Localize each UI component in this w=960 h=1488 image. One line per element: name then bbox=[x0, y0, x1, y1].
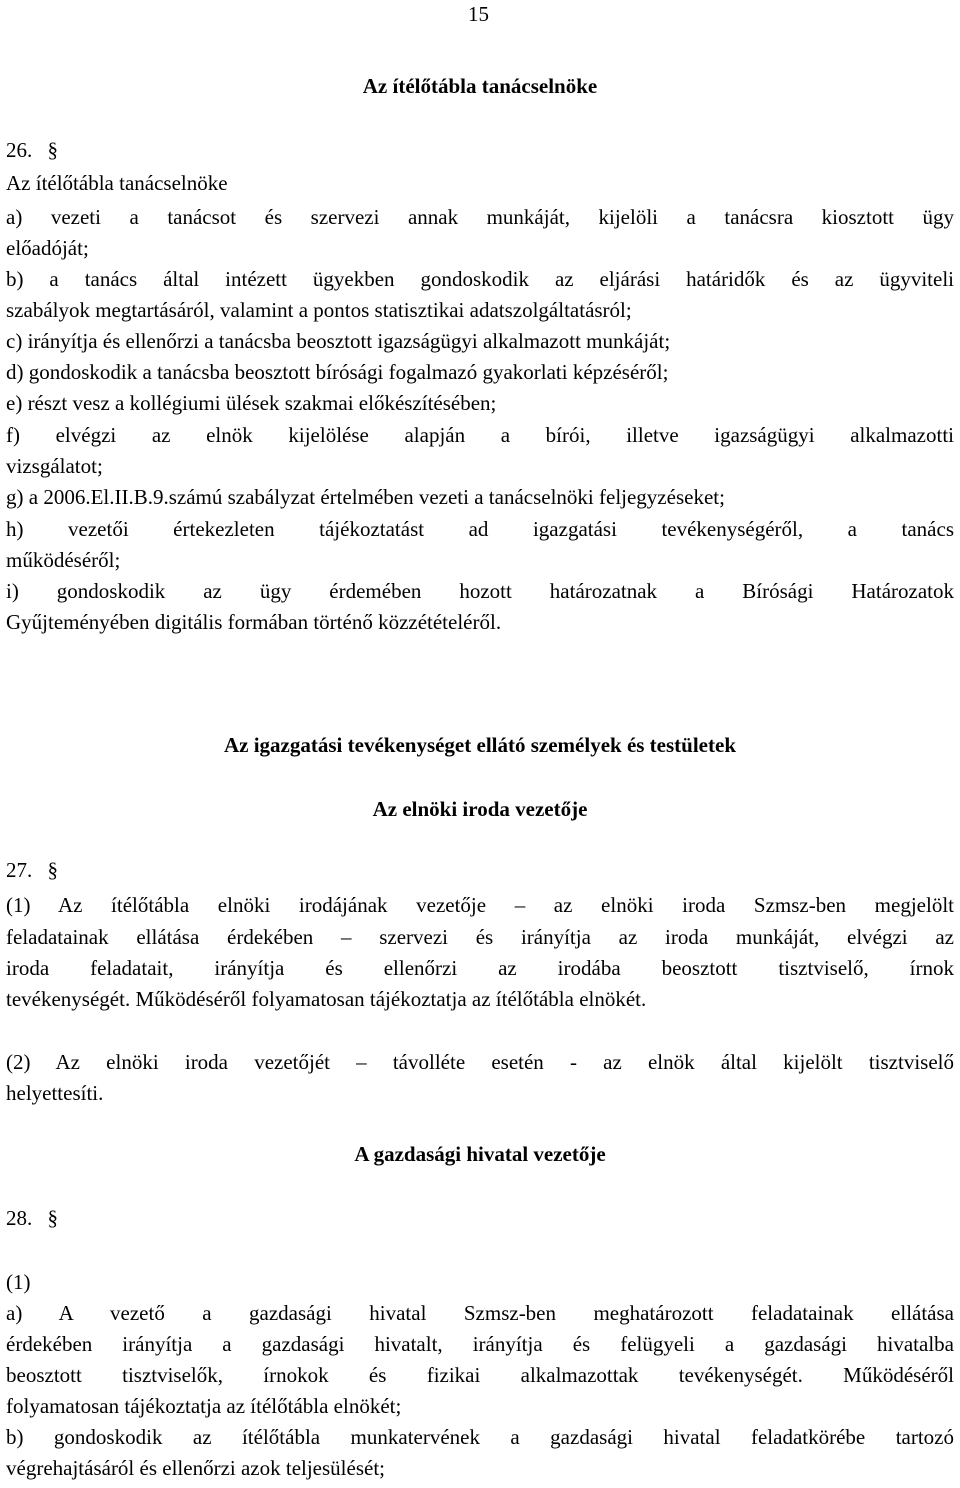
paragraph-line: a) A vezető a gazdasági hivatal Szmsz-ben meghatározott feladatainak ellátása bbox=[6, 1301, 954, 1325]
paragraph-line: e) részt vesz a kollégiumi ülések szakmai előkészítésében; bbox=[6, 391, 497, 415]
paragraph-line: vizsgálatot; bbox=[6, 454, 103, 478]
paragraph-line: folyamatosan tájékoztatja az ítélőtábla elnökét; bbox=[6, 1394, 402, 1418]
paragraph-line: Gyűjteményében digitális formában történő közzétételéről. bbox=[6, 610, 502, 634]
section-label: 26. bbox=[6, 138, 33, 162]
paragraph-line: Az ítélőtábla tanácselnöke bbox=[6, 171, 228, 195]
paragraph-line: érdekében irányítja a gazdasági hivatalt, irányítja és felügyeli a gazdasági hivatalba bbox=[6, 1332, 954, 1356]
section-label: 27. bbox=[6, 858, 33, 882]
paragraph-line: (2) Az elnöki iroda vezetőjét – távolléte esetén - az elnök által kijelölt tisztviselő bbox=[6, 1050, 954, 1074]
paragraph-line: f) elvégzi az elnök kijelölése alapján a bírói, illetve igazságügyi alkalmazotti bbox=[6, 423, 954, 447]
paragraph-line: h) vezetői értekezleten tájékoztatást ad igazgatási tevékenységéről, a tanács bbox=[6, 517, 954, 541]
paragraph-line: i) gondoskodik az ügy érdemében hozott határozatnak a Bírósági Határozatok bbox=[6, 579, 954, 603]
paragraph-line: szabályok megtartásáról, valamint a pontos statisztikai adatszolgáltatásról; bbox=[6, 298, 632, 322]
section-heading-gazdasagi-hivatal: A gazdasági hivatal vezetője bbox=[354, 1142, 606, 1166]
section-label: 28. bbox=[6, 1206, 33, 1230]
paragraph-line: a) vezeti a tanácsot és szervezi annak munkáját, kijelöli a tanácsra kiosztott ügy bbox=[6, 205, 954, 229]
paragraph-line: g) a 2006.El.II.B.9.számú szabályzat értelmében vezeti a tanácselnöki feljegyzéseket; bbox=[6, 485, 725, 509]
paragraph-sign: § bbox=[47, 1206, 58, 1230]
paragraph-line: beosztott tisztviselők, írnokok és fizikai alkalmazottak tevékenységét. Működéséről bbox=[6, 1363, 954, 1387]
paragraph-line: tevékenységét. Működéséről folyamatosan tájékoztatja az ítélőtábla elnökét. bbox=[6, 987, 647, 1011]
paragraph-line: d) gondoskodik a tanácsba beosztott bírósági fogalmazó gyakorlati képzéséről; bbox=[6, 360, 669, 384]
section-number-26 bbox=[6, 138, 58, 163]
section-heading-tanacselnok: Az ítélőtábla tanácselnöke bbox=[362, 74, 598, 98]
paragraph-line: iroda feladatait, irányítja és ellenőrzi az irodába beosztott tisztviselő, írnok bbox=[6, 956, 954, 980]
paragraph-line: b) a tanács által intézett ügyekben gondoskodik az eljárási határidők és az ügyviteli bbox=[6, 267, 954, 291]
section-heading-elnoki-iroda: Az elnöki iroda vezetője bbox=[372, 797, 588, 821]
paragraph-line: b) gondoskodik az ítélőtábla munkatervének a gazdasági hivatal feladatkörébe tartozó bbox=[6, 1425, 954, 1449]
paragraph-line: helyettesíti. bbox=[6, 1081, 104, 1105]
page-number: 15 bbox=[468, 2, 489, 26]
paragraph-line: előadóját; bbox=[6, 236, 89, 260]
paragraph-sign: § bbox=[47, 858, 58, 882]
section-number-28 bbox=[6, 1206, 58, 1231]
paragraph-line: (1) bbox=[6, 1270, 31, 1294]
section-number-27 bbox=[6, 858, 58, 883]
section-heading-igazgatasi: Az igazgatási tevékenységet ellátó személyek és testületek bbox=[223, 733, 736, 757]
paragraph-line: feladatainak ellátása érdekében – szervezi és irányítja az iroda munkáját, elvégzi az bbox=[6, 925, 954, 949]
paragraph-sign: § bbox=[47, 138, 58, 162]
paragraph-line: működéséről; bbox=[6, 548, 121, 572]
paragraph-line: c) irányítja és ellenőrzi a tanácsba beosztott igazságügyi alkalmazott munkáját; bbox=[6, 329, 671, 353]
paragraph-line: végrehajtásáról és ellenőrzi azok teljesülését; bbox=[6, 1456, 385, 1480]
paragraph-line: (1) Az ítélőtábla elnöki irodájának vezetője – az elnöki iroda Szmsz-ben megjelölt bbox=[6, 893, 954, 917]
